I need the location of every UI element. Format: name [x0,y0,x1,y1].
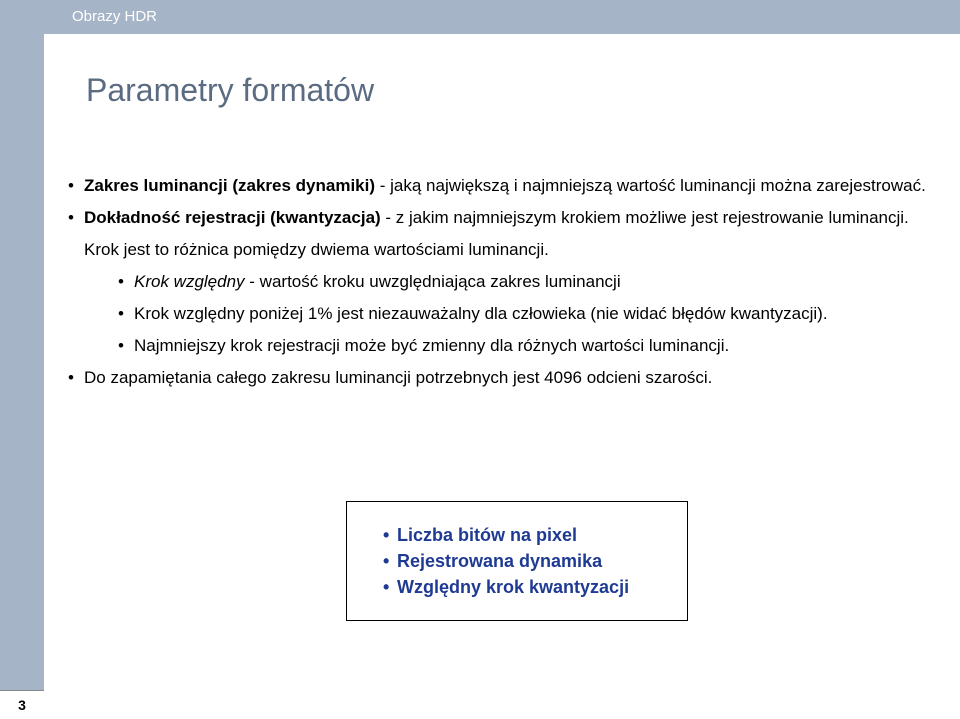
header-bar [0,0,960,34]
sub-bullet-item [118,266,938,298]
bullet-icon: • [118,336,124,355]
sub-bullet-text: Krok względny poniżej 1% jest niezauważalny dla człowieka (nie widać błędów kwantyzacji). [134,304,828,323]
bullet-item [68,170,938,202]
bullet-icon: • [383,577,390,597]
sub-bullet-italic-text: Krok względny [134,272,245,291]
sub-bullet-item [118,330,938,362]
bullet-item [68,202,938,266]
bullet-icon: • [68,368,74,387]
bullet-text: Do zapamiętania całego zakresu luminancji potrzebnych jest 4096 odcieni szarości. [84,368,713,387]
bullet-icon: • [118,304,124,323]
bullet-icon: • [383,525,390,545]
slide-content [68,170,938,394]
sub-bullet-item [118,298,938,330]
bullet-bold-text: Zakres luminancji (zakres dynamiki) [84,176,376,195]
summary-item-label: Rejestrowana dynamika [397,551,603,571]
summary-item-label: Względny krok kwantyzacji [397,577,630,597]
bullet-text: - jaką największą i najmniejszą wartość luminancji można zarejestrować. [375,176,926,195]
summary-item-label: Liczba bitów na pixel [397,525,578,545]
bullet-icon: • [383,551,390,571]
bullet-icon: • [118,272,124,291]
sidebar-bar [0,34,44,718]
bullet-icon: • [68,208,74,227]
bullet-bold-text: Dokładność rejestracji (kwantyzacja) [84,208,381,227]
page-number: 3 [0,690,44,719]
summary-list [383,522,629,600]
summary-box [346,501,688,621]
slide-title: Parametry formatów [86,72,375,108]
sub-bullet-text: - wartość kroku uwzględniająca zakres luminancji [244,272,621,291]
bullet-icon: • [68,176,74,195]
summary-item [383,522,629,548]
bullet-text: - z jakim najmniejszym krokiem możliwe jest rejestrowanie luminancji. Krok jest to różnica pomiędzy dwiema wartościami luminancji. [84,208,909,259]
summary-item [383,548,629,574]
sub-bullet-text: Najmniejszy krok rejestracji może być zmienny dla różnych wartości luminancji. [134,336,730,355]
header-title: Obrazy HDR [72,8,158,25]
bullet-item [68,362,938,394]
summary-item [383,574,629,600]
